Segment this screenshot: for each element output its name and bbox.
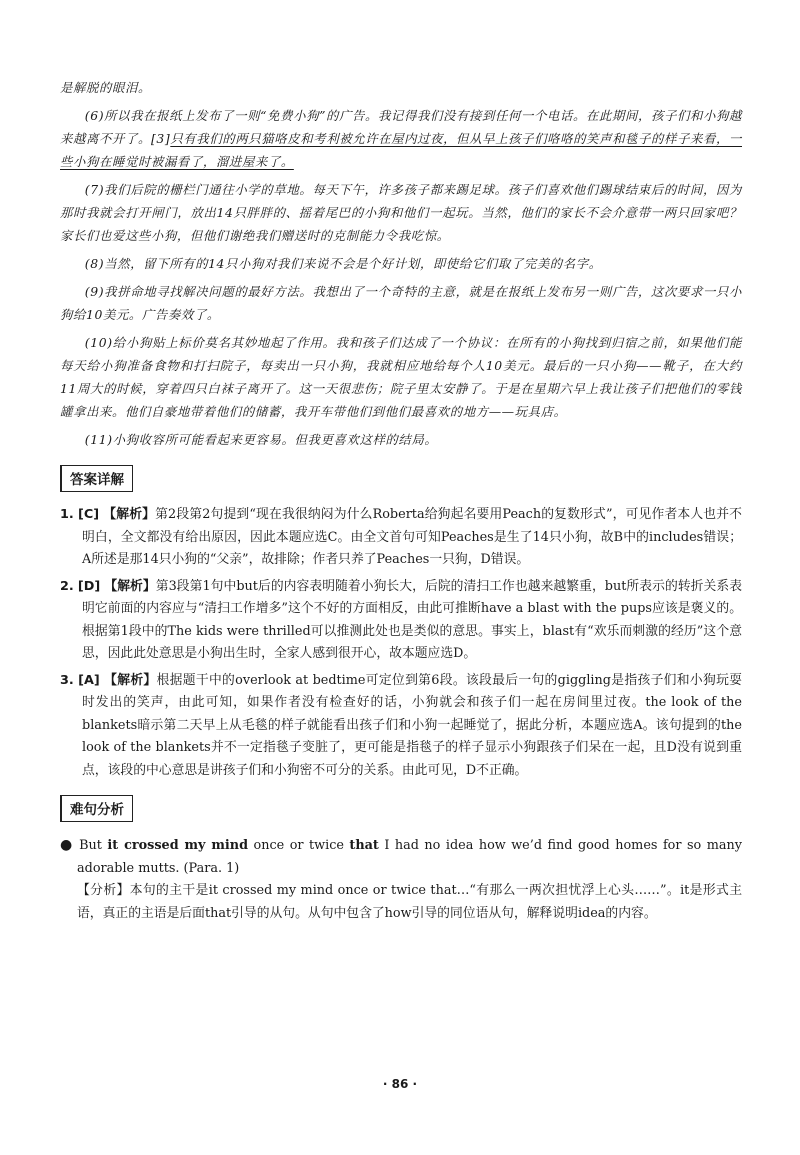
translation-paragraph-11: (11)小狗收容所可能看起来更容易。但我更喜欢这样的结局。	[84, 432, 438, 447]
translation-paragraph-9: (9)我拼命地寻找解决问题的最好方法。我想出了一个奇特的主意，就是在报纸上发布另一则广告，这次要求一只小狗给10美元。广告奏效了。	[60, 284, 742, 322]
answer-text: 根据题干中的overlook at bedtime可定位到第6段。该段最后一句的giggling是指孩子们和小狗玩耍时发出的笑声，由此可知，如果作者没有检查好的话，小狗就会和孩子们一起在房间里过夜。the look of the blankets暗示第二天早上从毛毯的样子就能看出孩子们和小狗一起睡觉了，据此分析，本题应选A。该句提到的the look of the blankets并不一定指毯子变脏了，更可能是指毯子的样子显示小狗跟孩子们呆在一起，且D没有说到重点，该段的中心意思是讲孩子们和小狗密不可分的关系。由此可见，D不正确。	[82, 672, 742, 778]
answer-number: 2.	[60, 578, 74, 594]
translation-paragraph-8: (8)当然，留下所有的14只小狗对我们来说不会是个好计划，即使给它们取了完美的名字。	[84, 256, 602, 271]
answer-text: 第3段第1句中but后的内容表明随着小狗长大，后院的清扫工作也越来越繁重，but所表示的转折关系表明它前面的内容应与“清扫工作增多”这个不好的方面相反，由此可推断have a blast with the pups应该是褒义的。根据第1段中的The kids were thrilled可以推测此处也是类似的意思。事实上，blast有“欢乐而刺激的经历”这个意思，因此此处意思是小狗出生时，全家人感到很开心，故本题应选D。	[82, 578, 743, 661]
answer-key: [A]	[78, 672, 100, 688]
hard-sentence	[60, 834, 742, 880]
answer-number: 3.	[60, 672, 74, 688]
translation-paragraph-6	[60, 104, 742, 173]
translation-paragraph-5-end: 是解脱的眼泪。	[60, 80, 151, 95]
translation-paragraph-6-underlined: 只有我们的两只猫咯皮和考利被允许在屋内过夜，但从早上孩子们咯咯的笑声和毯子的样子来看，一些小狗在睡觉时被漏看了，溜进屋来了。	[60, 131, 742, 169]
translation-paragraph-10: (10)给小狗贴上标价莫名其妙地起了作用。我和孩子们达成了一个协议：在所有的小狗找到归宿之前，如果他们能每天给小狗准备食物和打扫院子，每卖出一只小狗，我就相应地给每个人10美元。最后的一只小狗——靴子，在大约11周大的时候，穿着四只白袜子离开了。这一天很悲伤；院子里太安静了。于是在星期六早上我让孩子们把他们的零钱罐拿出来。他们自豪地带着他们的储蓄，我开车带他们到他们最喜欢的地方——玩具店。	[60, 335, 742, 419]
sentence-part: once or twice	[248, 838, 350, 853]
hard-sentence-analysis	[60, 880, 742, 925]
hard-sentence-section-title: 难句分析	[60, 795, 133, 822]
page-number: · 86 ·	[382, 1077, 418, 1091]
sentence-part: But	[79, 838, 108, 853]
translation-block	[60, 76, 742, 451]
translation-paragraph-6-text: (6)所以我在报纸上发布了一则“免费小狗”的广告。我记得我们没有接到任何一个电话。在此期间，孩子们和小狗越来越离不开了。[3]	[60, 108, 742, 146]
analysis-tag: 【解析】	[103, 507, 156, 522]
answer-item-1	[60, 504, 742, 572]
analysis-text: 本句的主干是it crossed my mind once or twice that…“有那么一两次担忧浮上心头……”。it是形式主语，真正的主语是后面that引导的从句。从句中包含了how引导的同位语从句，解释说明idea的内容。	[77, 883, 742, 921]
analysis-tag: 【解析】	[104, 578, 156, 594]
translation-paragraph-7: (7)我们后院的栅栏门通往小学的草地。每天下午，许多孩子都来踢足球。孩子们喜欢他们踢球结束后的时间，因为那时我就会打开闸门，放出14只胖胖的、摇着尾巴的小狗和他们一起玩。当然，他们的家长不会介意带一两只回家吧？家长们也爱这些小狗，但他们谢绝我们赠送时的克制能力令我吃惊。	[60, 182, 742, 243]
answer-item-2	[60, 576, 742, 666]
answer-key: [C]	[77, 507, 100, 522]
answer-item-3	[60, 670, 742, 783]
answers-section-title: 答案详解	[60, 465, 133, 492]
answer-text: 第2段第2句提到“现在我很纳闷为什么Roberta给狗起名要用Peach的复数形式”，可见作者本人也并不明白，全文都没有给出原因，因此本题应选C。由全文首句可知Peaches是生了14只小狗，故B中的includes错误；A所述是那14只小狗的“父亲”，故排除；作者只养了Peaches一只狗，D错误。	[82, 507, 742, 567]
sentence-part: I had no idea how we’d find good homes for so many adorable mutts. (Para. 1)	[77, 838, 742, 876]
bullet-icon: ●	[60, 837, 74, 853]
answer-number: 1.	[60, 507, 74, 522]
analysis-tag: 【分析】	[77, 883, 130, 898]
sentence-that: that	[349, 838, 379, 853]
analysis-tag: 【解析】	[104, 672, 157, 688]
answer-key: [D]	[77, 578, 101, 594]
page-content	[60, 76, 742, 925]
sentence-main-clause: it crossed my mind	[107, 838, 249, 853]
answers-list	[60, 504, 742, 782]
